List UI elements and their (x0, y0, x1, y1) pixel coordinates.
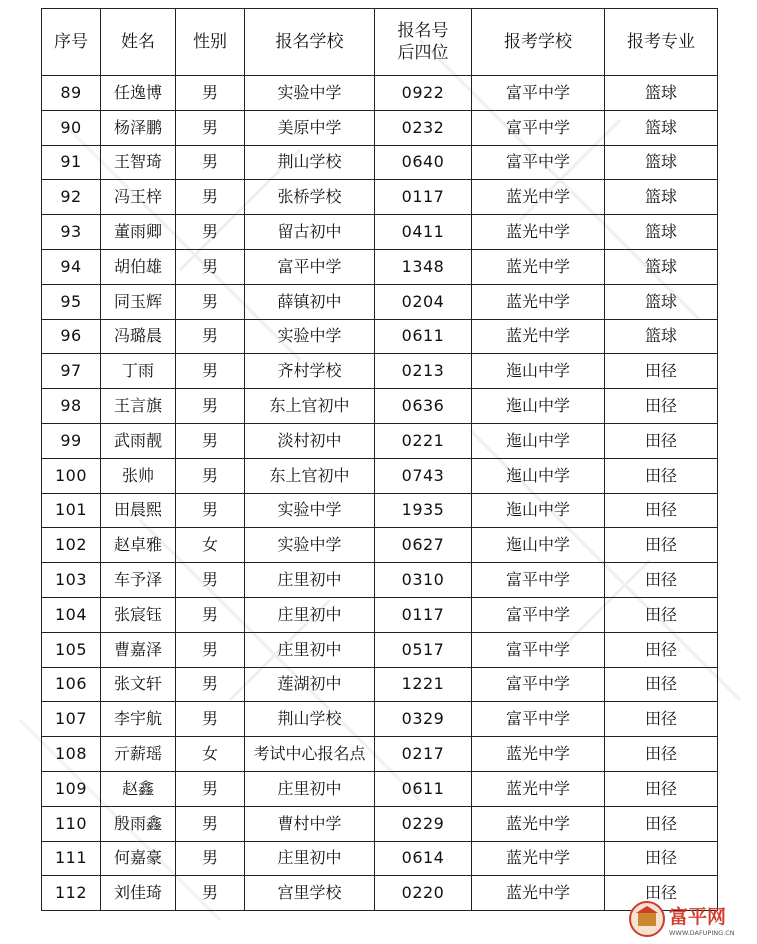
table-row (42, 215, 718, 250)
cell-exam-school: 迤山中学 (472, 493, 605, 528)
cell-name: 丁雨 (101, 354, 176, 389)
cell-seq: 109 (42, 771, 101, 806)
cell-gender: 男 (176, 354, 245, 389)
cell-exam-school: 迤山中学 (472, 389, 605, 424)
cell-exam-school: 蓝光中学 (472, 319, 605, 354)
cell-seq: 110 (42, 806, 101, 841)
cell-seq: 101 (42, 493, 101, 528)
header-reg-no-line2: 后四位 (397, 43, 449, 63)
table-row (42, 249, 718, 284)
cell-seq: 100 (42, 458, 101, 493)
cell-name: 王智琦 (101, 145, 176, 180)
cell-reg-no: 0614 (375, 841, 472, 876)
cell-reg-school: 庄里初中 (245, 771, 375, 806)
cell-reg-school: 实验中学 (245, 528, 375, 563)
cell-seq: 97 (42, 354, 101, 389)
cell-gender: 男 (176, 563, 245, 598)
header-gender: 性别 (176, 9, 245, 76)
cell-reg-school: 庄里初中 (245, 597, 375, 632)
cell-reg-no: 0743 (375, 458, 472, 493)
cell-gender: 男 (176, 76, 245, 111)
cell-reg-school: 留古初中 (245, 215, 375, 250)
table-row (42, 423, 718, 458)
cell-reg-school: 实验中学 (245, 76, 375, 111)
cell-seq: 99 (42, 423, 101, 458)
cell-major: 田径 (605, 563, 718, 598)
cell-reg-no: 0611 (375, 771, 472, 806)
cell-reg-school: 富平中学 (245, 249, 375, 284)
cell-reg-school: 薛镇初中 (245, 284, 375, 319)
cell-exam-school: 富平中学 (472, 632, 605, 667)
cell-gender: 男 (176, 319, 245, 354)
cell-seq: 95 (42, 284, 101, 319)
cell-gender: 男 (176, 145, 245, 180)
cell-gender: 男 (176, 249, 245, 284)
cell-gender: 男 (176, 841, 245, 876)
cell-reg-school: 宫里学校 (245, 876, 375, 911)
cell-major: 篮球 (605, 145, 718, 180)
cell-exam-school: 迤山中学 (472, 458, 605, 493)
cell-name: 张宸钰 (101, 597, 176, 632)
cell-major: 篮球 (605, 284, 718, 319)
cell-reg-school: 荆山学校 (245, 145, 375, 180)
cell-name: 刘佳琦 (101, 876, 176, 911)
cell-name: 赵卓雅 (101, 528, 176, 563)
cell-reg-school: 庄里初中 (245, 632, 375, 667)
cell-major: 篮球 (605, 249, 718, 284)
cell-reg-school: 实验中学 (245, 493, 375, 528)
cell-exam-school: 蓝光中学 (472, 806, 605, 841)
table-row (42, 632, 718, 667)
cell-major: 田径 (605, 632, 718, 667)
cell-exam-school: 迤山中学 (472, 423, 605, 458)
table-row (42, 667, 718, 702)
cell-name: 赵鑫 (101, 771, 176, 806)
cell-reg-school: 实验中学 (245, 319, 375, 354)
cell-gender: 男 (176, 771, 245, 806)
cell-seq: 107 (42, 702, 101, 737)
header-reg-no-line1: 报名号 (397, 21, 449, 41)
cell-reg-no: 0217 (375, 737, 472, 772)
cell-seq: 103 (42, 563, 101, 598)
cell-reg-no: 0221 (375, 423, 472, 458)
cell-seq: 94 (42, 249, 101, 284)
cell-major: 田径 (605, 389, 718, 424)
cell-seq: 91 (42, 145, 101, 180)
cell-reg-no: 1221 (375, 667, 472, 702)
cell-gender: 男 (176, 215, 245, 250)
cell-gender: 男 (176, 702, 245, 737)
cell-gender: 女 (176, 528, 245, 563)
cell-name: 王言旗 (101, 389, 176, 424)
cell-gender: 女 (176, 737, 245, 772)
table-row (42, 563, 718, 598)
cell-seq: 98 (42, 389, 101, 424)
header-major: 报考专业 (605, 9, 718, 76)
cell-seq: 105 (42, 632, 101, 667)
table-row (42, 876, 718, 911)
cell-exam-school: 迤山中学 (472, 528, 605, 563)
cell-major: 田径 (605, 458, 718, 493)
cell-reg-school: 曹村中学 (245, 806, 375, 841)
cell-gender: 男 (176, 806, 245, 841)
table-row (42, 841, 718, 876)
cell-reg-no: 0232 (375, 110, 472, 145)
cell-exam-school: 富平中学 (472, 702, 605, 737)
table-row (42, 458, 718, 493)
cell-seq: 92 (42, 180, 101, 215)
cell-reg-school: 考试中心报名点 (245, 737, 375, 772)
cell-exam-school: 富平中学 (472, 563, 605, 598)
cell-major: 田径 (605, 597, 718, 632)
cell-gender: 男 (176, 876, 245, 911)
site-logo (627, 898, 747, 940)
admission-table (41, 8, 718, 911)
cell-exam-school: 蓝光中学 (472, 180, 605, 215)
cell-gender: 男 (176, 284, 245, 319)
header-seq: 序号 (42, 9, 101, 76)
cell-major: 篮球 (605, 319, 718, 354)
cell-reg-no: 1348 (375, 249, 472, 284)
cell-reg-no: 1935 (375, 493, 472, 528)
cell-exam-school: 富平中学 (472, 145, 605, 180)
cell-major: 篮球 (605, 76, 718, 111)
cell-seq: 104 (42, 597, 101, 632)
cell-name: 亓薪瑶 (101, 737, 176, 772)
cell-gender: 男 (176, 597, 245, 632)
table-row (42, 319, 718, 354)
header-reg-no (375, 9, 472, 76)
cell-reg-school: 庄里初中 (245, 841, 375, 876)
cell-gender: 男 (176, 667, 245, 702)
cell-reg-school: 荆山学校 (245, 702, 375, 737)
cell-major: 田径 (605, 702, 718, 737)
header-row (42, 9, 718, 76)
cell-reg-no: 0627 (375, 528, 472, 563)
cell-exam-school: 迤山中学 (472, 354, 605, 389)
header-reg-school: 报名学校 (245, 9, 375, 76)
cell-exam-school: 富平中学 (472, 597, 605, 632)
cell-major: 田径 (605, 667, 718, 702)
table-row (42, 180, 718, 215)
cell-exam-school: 蓝光中学 (472, 249, 605, 284)
cell-exam-school: 蓝光中学 (472, 215, 605, 250)
cell-name: 冯璐晨 (101, 319, 176, 354)
cell-gender: 男 (176, 423, 245, 458)
cell-exam-school: 富平中学 (472, 76, 605, 111)
cell-name: 武雨靓 (101, 423, 176, 458)
cell-major: 篮球 (605, 180, 718, 215)
cell-name: 车予泽 (101, 563, 176, 598)
cell-seq: 106 (42, 667, 101, 702)
table-row (42, 354, 718, 389)
cell-reg-school: 齐村学校 (245, 354, 375, 389)
cell-reg-school: 东上官初中 (245, 389, 375, 424)
cell-reg-school: 庄里初中 (245, 563, 375, 598)
table-row (42, 110, 718, 145)
cell-gender: 男 (176, 632, 245, 667)
cell-major: 篮球 (605, 215, 718, 250)
cell-reg-no: 0640 (375, 145, 472, 180)
cell-reg-no: 0229 (375, 806, 472, 841)
cell-reg-no: 0329 (375, 702, 472, 737)
cell-name: 胡伯雄 (101, 249, 176, 284)
header-exam-school: 报考学校 (472, 9, 605, 76)
cell-name: 冯王梓 (101, 180, 176, 215)
cell-reg-school: 东上官初中 (245, 458, 375, 493)
cell-exam-school: 富平中学 (472, 667, 605, 702)
cell-name: 董雨卿 (101, 215, 176, 250)
cell-name: 任逸博 (101, 76, 176, 111)
cell-gender: 男 (176, 458, 245, 493)
cell-seq: 89 (42, 76, 101, 111)
cell-reg-no: 0636 (375, 389, 472, 424)
table-row (42, 528, 718, 563)
cell-name: 何嘉豪 (101, 841, 176, 876)
cell-reg-no: 0117 (375, 180, 472, 215)
cell-reg-no: 0204 (375, 284, 472, 319)
cell-major: 田径 (605, 876, 718, 911)
cell-exam-school: 蓝光中学 (472, 841, 605, 876)
cell-seq: 93 (42, 215, 101, 250)
table-row (42, 284, 718, 319)
cell-name: 田晨熙 (101, 493, 176, 528)
cell-name: 张帅 (101, 458, 176, 493)
roster-sheet (41, 8, 717, 911)
cell-major: 田径 (605, 737, 718, 772)
cell-major: 田径 (605, 493, 718, 528)
table-row (42, 389, 718, 424)
cell-gender: 男 (176, 180, 245, 215)
cell-major: 田径 (605, 841, 718, 876)
table-body (42, 76, 718, 911)
cell-gender: 男 (176, 110, 245, 145)
cell-gender: 男 (176, 493, 245, 528)
cell-name: 杨泽鹏 (101, 110, 176, 145)
cell-reg-no: 0411 (375, 215, 472, 250)
table-row (42, 702, 718, 737)
cell-name: 张文轩 (101, 667, 176, 702)
table-row (42, 597, 718, 632)
logo-emblem-icon (630, 902, 664, 936)
cell-major: 田径 (605, 806, 718, 841)
cell-exam-school: 蓝光中学 (472, 876, 605, 911)
cell-reg-school: 张桥学校 (245, 180, 375, 215)
cell-reg-no: 0611 (375, 319, 472, 354)
cell-exam-school: 蓝光中学 (472, 284, 605, 319)
cell-exam-school: 蓝光中学 (472, 771, 605, 806)
cell-name: 曹嘉泽 (101, 632, 176, 667)
cell-reg-no: 0922 (375, 76, 472, 111)
cell-major: 田径 (605, 423, 718, 458)
cell-major: 田径 (605, 354, 718, 389)
cell-major: 田径 (605, 771, 718, 806)
cell-name: 同玉辉 (101, 284, 176, 319)
cell-reg-school: 莲湖初中 (245, 667, 375, 702)
cell-reg-no: 0220 (375, 876, 472, 911)
cell-gender: 男 (176, 389, 245, 424)
table-row (42, 493, 718, 528)
cell-reg-no: 0517 (375, 632, 472, 667)
cell-seq: 112 (42, 876, 101, 911)
cell-seq: 102 (42, 528, 101, 563)
cell-seq: 90 (42, 110, 101, 145)
cell-name: 殷雨鑫 (101, 806, 176, 841)
cell-reg-no: 0117 (375, 597, 472, 632)
cell-major: 田径 (605, 528, 718, 563)
header-name: 姓名 (101, 9, 176, 76)
table-row (42, 771, 718, 806)
cell-reg-no: 0310 (375, 563, 472, 598)
logo-text: 富平网 (669, 906, 727, 928)
table-row (42, 76, 718, 111)
table-row (42, 737, 718, 772)
logo-url: WWW.DAFUPING.CN (669, 929, 735, 937)
cell-seq: 111 (42, 841, 101, 876)
cell-name: 李宇航 (101, 702, 176, 737)
cell-exam-school: 富平中学 (472, 110, 605, 145)
cell-seq: 96 (42, 319, 101, 354)
cell-reg-school: 美原中学 (245, 110, 375, 145)
cell-reg-no: 0213 (375, 354, 472, 389)
cell-exam-school: 蓝光中学 (472, 737, 605, 772)
table-row (42, 806, 718, 841)
cell-major: 篮球 (605, 110, 718, 145)
table-row (42, 145, 718, 180)
cell-reg-school: 淡村初中 (245, 423, 375, 458)
cell-seq: 108 (42, 737, 101, 772)
